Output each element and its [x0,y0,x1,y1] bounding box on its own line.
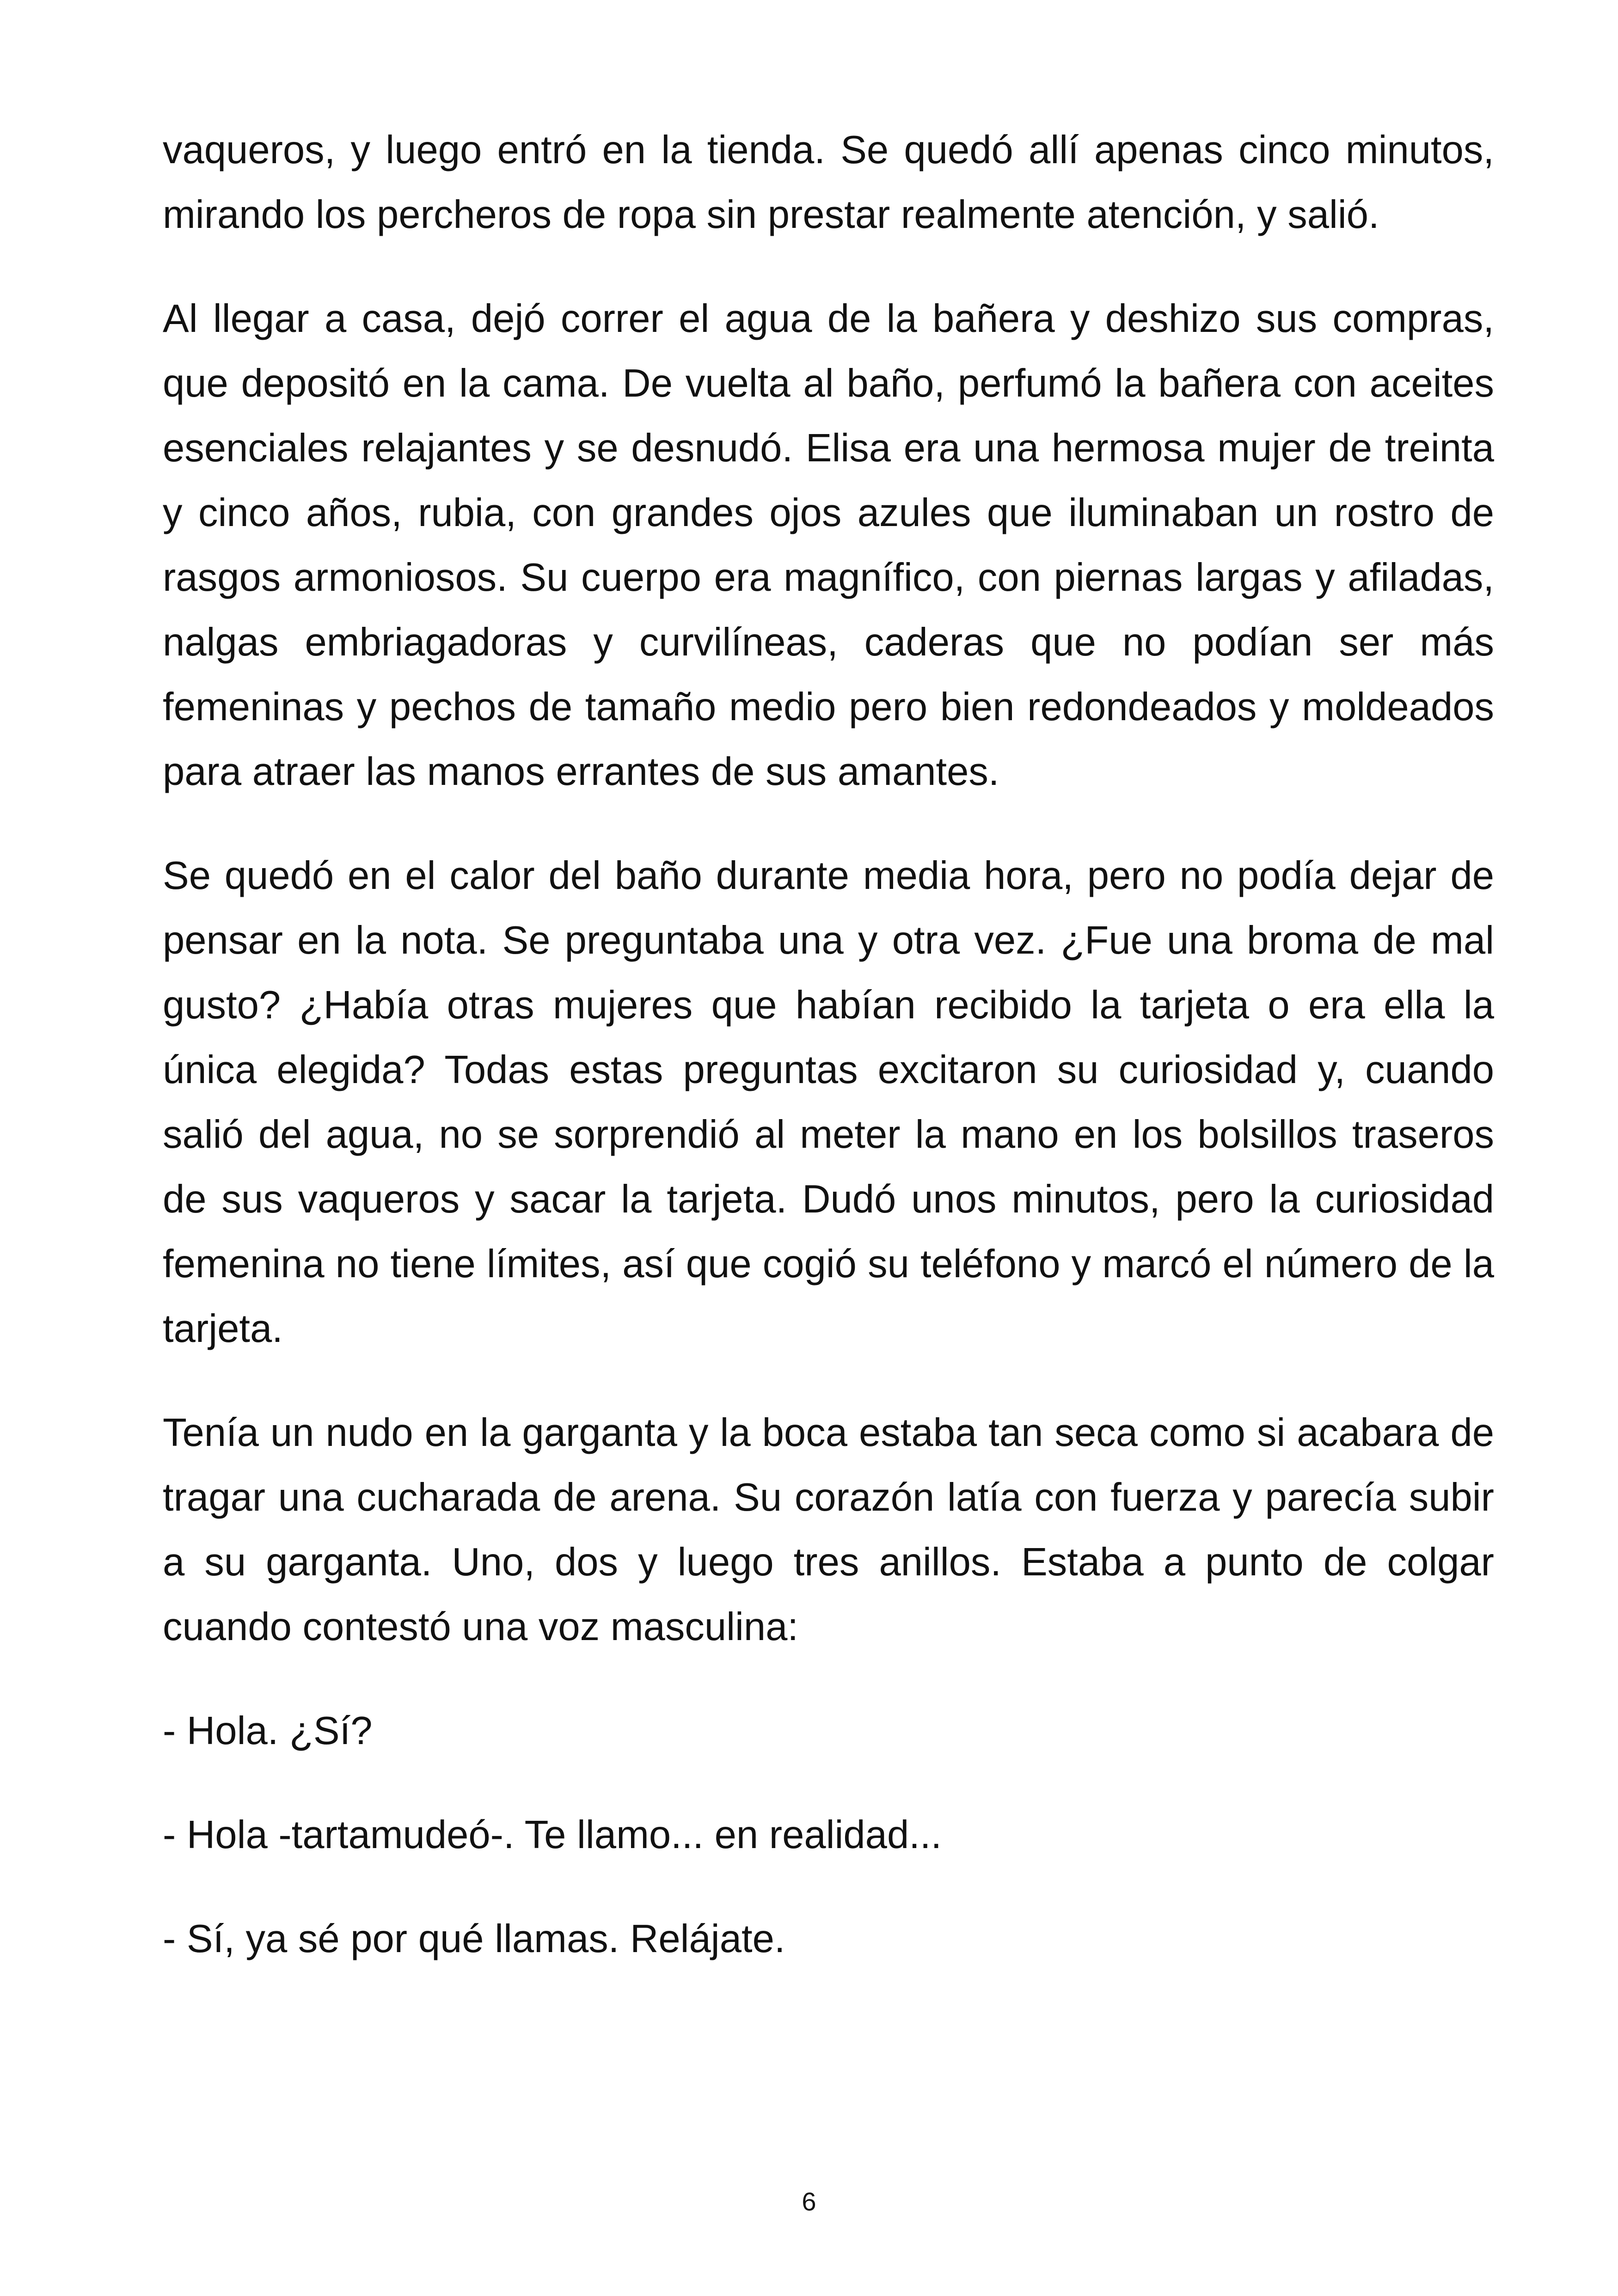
paragraph-4: Tenía un nudo en la garganta y la boca estaba tan seca como si acabara de tragar una cucharada de arena. Su corazón latía con fuerza y parecía subir a su garganta. Uno, dos y luego tres anillos. Estaba a punto de colgar cuando contestó una voz masculina: [163,1411,1494,1649]
dialogue-line-1: - Hola. ¿Sí? [163,1709,373,1753]
page-body [163,118,1494,2011]
dialogue-line-3: - Sí, ya sé por qué llamas. Relájate. [163,1917,785,1961]
paragraph-2: Al llegar a casa, dejó correr el agua de la bañera y deshizo sus compras, que depositó en la cama. De vuelta al baño, perfumó la bañera con aceites esenciales relajantes y se desnudó. Elisa era una hermosa mujer de treinta y cinco años, rubia, con grandes ojos azules que iluminaban un rostro de rasgos armoniosos. Su cuerpo era magnífico, con piernas largas y afiladas, nalgas embriagadoras y curvilíneas, caderas que no podían ser más femeninas y pechos de tamaño medio pero bien redondeados y moldeados para atraer las manos errantes de sus amantes. [163,297,1494,794]
page-number: 6 [802,2187,816,2216]
paragraph-3: Se quedó en el calor del baño durante media hora, pero no podía dejar de pensar en la nota. Se preguntaba una y otra vez. ¿Fue una broma de mal gusto? ¿Había otras mujeres que habían recibido la tarjeta o era ella la única elegida? Todas estas preguntas excitaron su curiosidad y, cuando salió del agua, no se sorprendió al meter la mano en los bolsillos traseros de sus vaqueros y sacar la tarjeta. Dudó unos minutos, pero la curiosidad femenina no tiene límites, así que cogió su teléfono y marcó el número de la tarjeta. [163,854,1494,1351]
paragraph-1: vaqueros, y luego entró en la tienda. Se quedó allí apenas cinco minutos, mirando los percheros de ropa sin prestar realmente atención, y salió. [163,128,1494,237]
dialogue-line-2: - Hola -tartamudeó-. Te llamo... en realidad... [163,1813,942,1857]
